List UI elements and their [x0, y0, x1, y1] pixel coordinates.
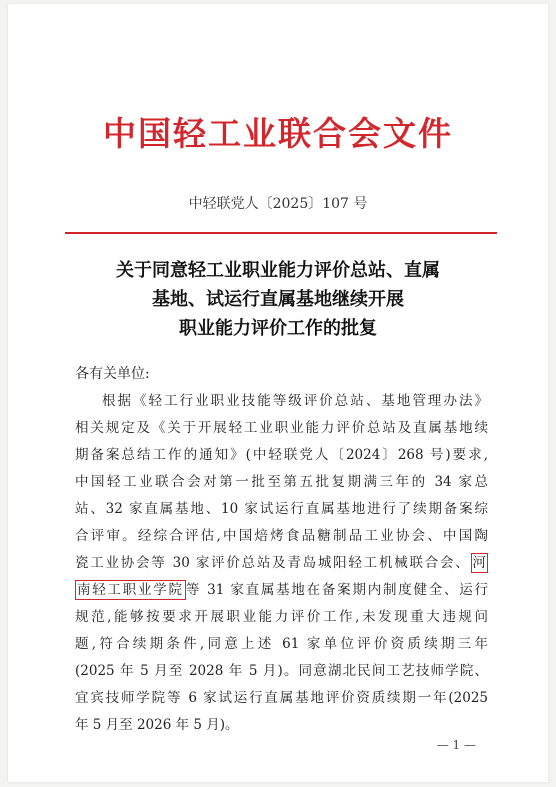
title-line: 关于同意轻工业职业能力评价总站、直属 [116, 260, 440, 281]
salutation: 各有关单位: [75, 366, 150, 382]
body-line: 年 5 月至 2026 年 5 月)。 [75, 717, 239, 733]
document-page [8, 4, 548, 782]
highlight-box: 南轻工职业学院 [77, 582, 184, 598]
body-line: 站、32 家直属基地、10 家试运行直属基地进行了续期备案综 [75, 501, 488, 517]
body-line: (2025 年 5 月至 2028 年 5 月)。同意湖北民间工艺技师学院、 [75, 663, 488, 679]
title-line: 基地、试运行直属基地继续开展 [152, 289, 404, 310]
masthead: 中国轻工业联合会文件 [103, 114, 453, 153]
body-line: 宜宾技师学院等 6 家试运行直属基地评价资质续期一年(2025 [75, 690, 488, 706]
body-text [75, 388, 488, 739]
page-number: — 1 — [436, 738, 476, 752]
body-line: 中国轻工业联合会对第一批至第五批复期满三年的 34 家总 [75, 474, 488, 490]
document-number: 中轻联党人〔2025〕107 号 [188, 196, 368, 212]
body-line: 合评审。经综合评估,中国焙烤食品糖制品工业协会、中国陶 [75, 528, 488, 544]
highlight-box: 河 [472, 555, 486, 571]
title-line: 职业能力评价工作的批复 [179, 318, 377, 339]
body-line: 相关规定及《关于开展轻工业职业能力评价总站及直属基地续 [75, 420, 488, 436]
document-title [8, 256, 548, 343]
body-line: 规范,能够按要求开展职业能力评价工作,未发现重大违规问 [75, 609, 488, 625]
body-line: 根据《轻工行业职业技能等级评价总站、基地管理办法》 [102, 393, 488, 409]
body-fragment: 等 31 家直属基地在备案期内制度健全、运行 [185, 582, 489, 598]
body-line: 题,符合续期条件,同意上述 61 家单位评价资质续期三年 [75, 636, 488, 652]
body-line: 期备案总结工作的通知》(中轻联党人〔2024〕268 号)要求, [75, 447, 488, 463]
body-line [75, 577, 488, 604]
body-fragment: 瓷工业协会等 30 家评价总站及青岛城阳轻工机械联合会、 [75, 555, 471, 571]
red-divider [65, 232, 497, 234]
body-line [75, 550, 488, 577]
